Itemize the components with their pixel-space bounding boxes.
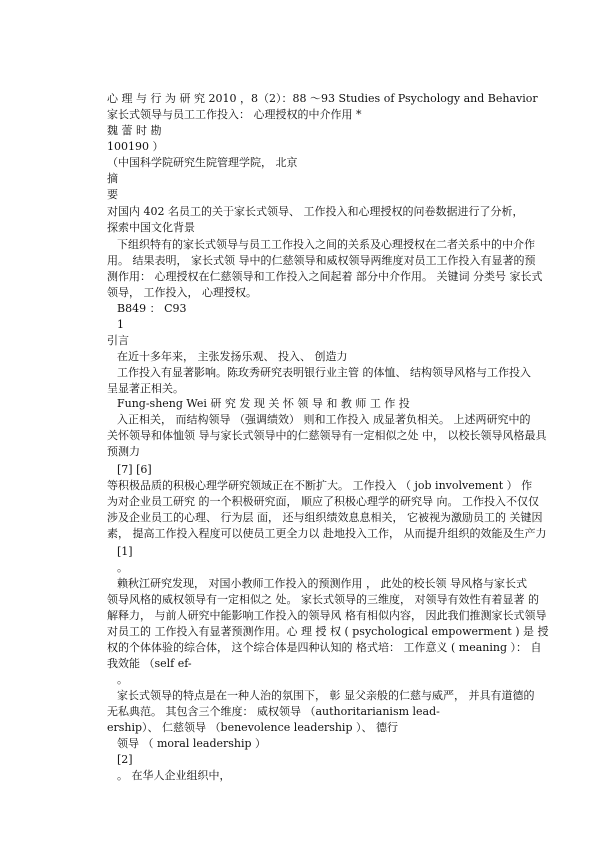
body-line: 入正相关， 而结构领导 （强调绩效） 则和工作投入 成显著负相关。 上述两研究中的 bbox=[117, 413, 531, 426]
section-title: 引言 bbox=[107, 334, 129, 347]
body-line: 呈显著正相关。 bbox=[107, 382, 184, 395]
punctuation-line: 。 bbox=[117, 561, 128, 574]
body-line: 关怀领导和体恤领 导与家长式领导中的仁慈领导有一定相似之处 中， 以校长领导风格最具 bbox=[107, 429, 547, 442]
body-line: 我效能 （self ef- bbox=[107, 657, 192, 670]
body-line: 工作投入有显著影响。陈玫秀研究表明银行业主管 的体恤、 结构领导风格与工作投入 bbox=[117, 366, 531, 379]
postcode: 100190 ） bbox=[107, 140, 164, 153]
body-line: 解释力， 与前人研究中能影响工作投入的领导风 格有相似内容， 因此我们推测家长式领导 bbox=[107, 609, 547, 622]
body-line: 无私典范。 其包含三个维度： 威权领导 （authoritarianism lead- bbox=[107, 705, 440, 718]
abstract-line: 测作用： 心理授权在仁慈领导和工作投入之间起着 部分中介作用。 关键词 分类号 家长式 bbox=[107, 270, 543, 283]
authors: 魏 蕾 时 勘 bbox=[107, 124, 162, 137]
abstract-line: 下组织特有的家长式领导与员工工作投入之间的关系及心理授权在二者关系中的中介作 bbox=[117, 238, 535, 251]
body-line: 权的个体体验的综合体， 这个综合体是四种认知的 格式培： 工作意义 ( meaning ）： 自 bbox=[107, 641, 542, 654]
abstract-line: 探索中国文化背景 bbox=[107, 221, 195, 234]
punctuation-line: 。 bbox=[117, 673, 128, 686]
body-line: 在近十多年来， 主张发扬乐观、 投入、 创造力 bbox=[117, 350, 348, 363]
classification-number: B849 ： C93 bbox=[117, 302, 187, 315]
abstract-heading-1: 摘 bbox=[107, 172, 118, 185]
body-line: ership）、 仁慈领导 （benevolence leadership ）、 德行 bbox=[107, 721, 398, 734]
body-line: 素， 提高工作投入程度可以使员工更全力以 赴地投入工作， 从而提升组织的效能及生产力 bbox=[107, 527, 547, 540]
keywords-line: 领导， 工作投入， 心理授权。 bbox=[107, 286, 257, 299]
body-line: 赖秋江研究发现， 对国小教师工作投入的预测作用 ， 此处的校长领 导风格与家长式 bbox=[117, 577, 527, 590]
body-line: 对员工的 工作投入有显著预测作用。心 理 授 权 ( psychological empowerment ) 是 授 bbox=[107, 625, 549, 638]
body-line: Fung-sheng Wei 研 究 发 现 关 怀 领 导 和 教 师 工 作 投 bbox=[117, 397, 410, 410]
body-line: 为对企业员工研究 的一个积极研究面， 顺应了积极心理学的研究导 向。 工作投入不仅仅 bbox=[107, 495, 539, 508]
body-line: 领导 （ moral leadership ） bbox=[117, 737, 267, 750]
body-line: 预测力 bbox=[107, 445, 140, 458]
body-line: 涉及企业员工的心理、 行为层 面， 还与组织绩效息息相关， 它被视为激励员工的 关键因 bbox=[107, 511, 543, 524]
journal-header: 心 理 与 行 为 研 究 2010 ，8（2）：88 ～93 Studies of Psychology and Behavior bbox=[107, 92, 538, 105]
abstract-heading-2: 要 bbox=[107, 188, 118, 201]
abstract-line: 用。 结果表明， 家长式领 导中的仁慈领导和威权领导两维度对员工工作投入有显著的预 bbox=[107, 254, 536, 267]
citation-marker: [2] bbox=[117, 753, 133, 766]
body-line: 领导风格的威权领导有一定相似之 处。 家长式领导的三维度， 对领导有效性有着显著 的 bbox=[107, 593, 539, 606]
citation-marker: [1] bbox=[117, 545, 133, 558]
body-line: 等积极品质的积极心理学研究领域正在不断扩大。 工作投入 （ job involvement ） 作 bbox=[107, 479, 533, 492]
section-number: 1 bbox=[117, 318, 124, 331]
abstract-line: 对国内 402 名员工的关于家长式领导、 工作投入和心理授权的问卷数据进行了分析， bbox=[107, 205, 524, 218]
citation-marker: [7] [6] bbox=[117, 463, 152, 476]
body-line: 。 在华人企业组织中， bbox=[117, 769, 231, 782]
body-line: 家长式领导的特点是在一种人治的氛围下， 彰 显父亲般的仁慈与威严， 并具有道德的 bbox=[117, 689, 535, 702]
article-title: 家长式领导与员工工作投入： 心理授权的中介作用 * bbox=[107, 108, 362, 121]
affiliation: （中国科学院研究生院管理学院， 北京 bbox=[107, 156, 298, 169]
